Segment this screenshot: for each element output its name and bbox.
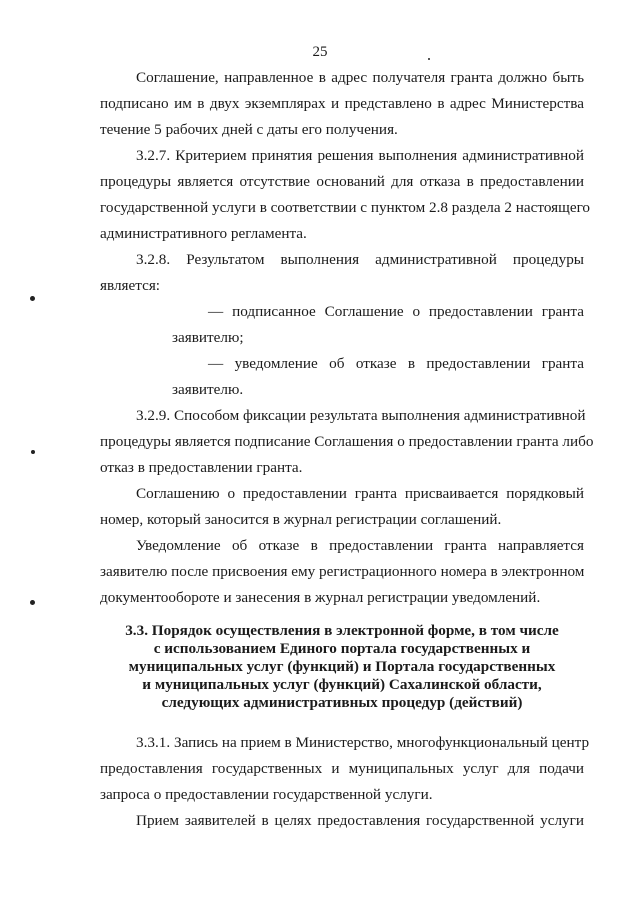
- scan-speck: [428, 58, 430, 60]
- paragraph-line: отказ в предоставлении гранта.: [100, 459, 303, 476]
- list-item-line: заявителю.: [172, 381, 244, 398]
- paragraph-line: заявителю после присвоения ему регистрационного номера в электронном: [100, 563, 585, 580]
- paragraph-line: течение 5 рабочих дней с даты его получения.: [100, 121, 398, 138]
- paragraph-line: административного регламента.: [100, 225, 307, 242]
- paragraph-line: документообороте и занесения в журнал регистрации уведомлений.: [100, 589, 541, 606]
- page-number: 25: [312, 44, 328, 60]
- list-item-line: — подписанное Соглашение о предоставлении гранта: [208, 303, 584, 320]
- list-item-line: — уведомление об отказе в предоставлении гранта: [208, 355, 584, 372]
- scan-speck: [31, 450, 35, 454]
- section-heading-line: 3.3. Порядок осуществления в электронной форме, в том числе: [125, 622, 559, 639]
- paragraph-line: предоставления государственных и муниципальных услуг для подачи: [100, 760, 584, 777]
- paragraph-line: Уведомление об отказе в предоставлении гранта направляется: [136, 537, 584, 554]
- section-heading-line: следующих административных процедур (действий): [161, 694, 523, 711]
- scan-speck: [30, 600, 35, 605]
- paragraph-line: подписано им в двух экземплярах и представлено в адрес Министерства: [100, 95, 584, 112]
- paragraph-line: государственной услуги в соответствии с пунктом 2.8 раздела 2 настоящего: [100, 199, 591, 216]
- section-heading-line: муниципальных услуг (функций) и Портала государственных: [128, 658, 556, 675]
- section-heading-line: и муниципальных услуг (функций) Сахалинской области,: [142, 676, 542, 693]
- paragraph-line: 3.2.7. Критерием принятия решения выполнения административной: [136, 147, 584, 164]
- paragraph-line: является:: [100, 277, 161, 294]
- paragraph-line: 3.3.1. Запись на прием в Министерство, многофункциональный центр: [136, 734, 590, 751]
- paragraph-line: номер, который заносится в журнал регистрации соглашений.: [100, 511, 502, 528]
- paragraph-line: процедуры является отсутствие оснований для отказа в предоставлении: [100, 173, 584, 190]
- paragraph-line: Соглашение, направленное в адрес получателя гранта должно быть: [136, 69, 584, 86]
- paragraph-line: 3.2.8. Результатом выполнения административной процедуры: [136, 251, 584, 268]
- paragraph-line: Соглашению о предоставлении гранта присваивается порядковый: [136, 485, 584, 502]
- paragraph-line: запроса о предоставлении государственной услуги.: [100, 786, 433, 803]
- paragraph-line: процедуры является подписание Соглашения о предоставлении гранта либо: [100, 433, 594, 450]
- scan-speck: [30, 296, 35, 301]
- section-heading-line: с использованием Единого портала государственных и: [153, 640, 531, 657]
- paragraph-line: Прием заявителей в целях предоставления государственной услуги: [136, 812, 584, 829]
- list-item-line: заявителю;: [172, 329, 244, 346]
- paragraph-line: 3.2.9. Способом фиксации результата выполнения административной: [136, 407, 586, 424]
